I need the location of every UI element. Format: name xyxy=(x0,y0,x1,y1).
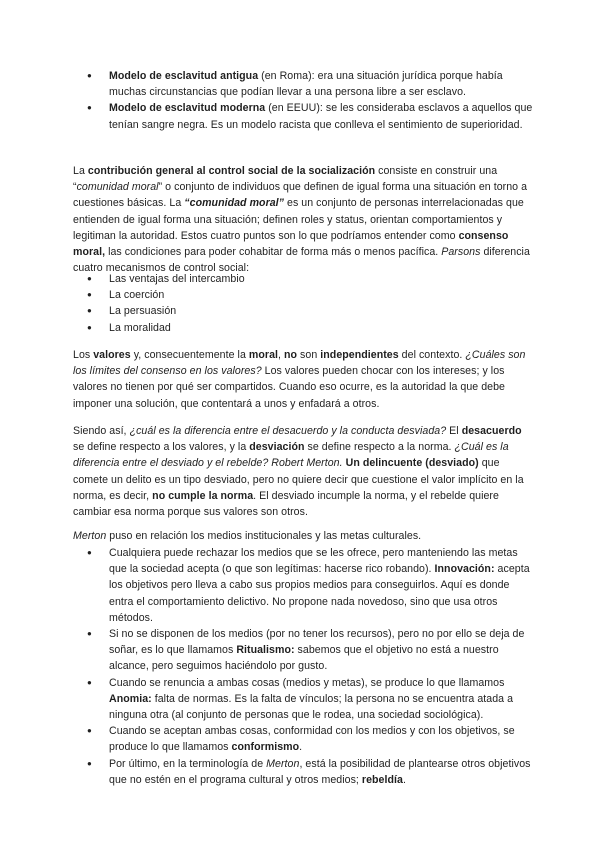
text: diferencia cuatro mecanismos de control social: xyxy=(73,246,530,275)
text: (en Roma): era una situación jurídica porque había muchas circunstancias que podían llevar a una persona libre a ser esclavo. xyxy=(109,70,503,99)
text: Si no se disponen de los medios (por no tener los recursos), pero no por ello se deja de soñar, es lo que llamamos xyxy=(109,628,525,657)
text: son xyxy=(297,349,321,361)
bold-term: rebeldía xyxy=(361,773,403,786)
list-item-innovation xyxy=(73,545,533,626)
italic-term: Parsons xyxy=(441,246,481,259)
text: , está la posibilidad de plantearse otros objetivos que no estén en el programa cultural y otros medios; xyxy=(109,757,531,786)
bold-term: moral xyxy=(248,349,279,361)
text: es un conjunto de personas interrelacionadas que entienden de igual forma una situación; definen roles y status, orientan comportamientos y legitiman la autoridad. Estos cuatro puntos son lo que podríamos entender como xyxy=(73,197,524,242)
bold-term: desacuerdo xyxy=(461,425,522,437)
text: Los valores pueden chocar con los intereses; y los valores no tienen por qué ser compartidos. Cuando eso ocurre, es la autoridad la que debe imponer una solución, que contentará a unos y enfadará a otros. xyxy=(73,365,506,410)
slavery-models-list xyxy=(73,68,533,133)
list-item-conformism xyxy=(73,723,533,755)
text: . xyxy=(299,741,303,754)
text: del contexto. xyxy=(398,349,466,361)
text: Los xyxy=(73,349,94,361)
bold-term: Un delincuente (desviado) xyxy=(345,457,479,470)
text: falta de normas. Es la falta de vínculos; la persona no se encuentra atada a ninguna otra (al conjunto de personas que le rodea, una sociedad sociológica). xyxy=(109,692,514,722)
text: puso en relación los medios institucionales y las metas culturales. xyxy=(106,530,422,542)
text: Por último, en la terminología de xyxy=(109,757,267,770)
text: que comete un delito es un tipo desviado, pero no quiere decir que cuestione el valor implícito en la norma, es decir, xyxy=(73,457,524,502)
italic-term: Merton xyxy=(73,530,107,542)
bold-term xyxy=(184,197,284,209)
text: . El desviado incumple la norma, y el rebelde quiere cambiar esa norma porque sus valores son otros. xyxy=(73,489,499,519)
bold-term: valores xyxy=(93,349,131,361)
bold-term: no cumple la norma xyxy=(152,489,254,502)
bold-term: Modelo de esclavitud antigua xyxy=(109,70,259,82)
italic-term: Merton xyxy=(266,757,300,770)
bold-term: contribución general al control social de la socialización xyxy=(87,165,376,177)
control-mechanisms-list xyxy=(73,271,533,336)
italic-term: comunidad moral xyxy=(76,181,159,194)
paragraph-merton-intro xyxy=(73,528,533,544)
text: se define respecto a la norma. xyxy=(304,441,455,454)
bold-term: desviación xyxy=(249,441,305,454)
bold-term: Modelo de esclavitud moderna xyxy=(109,102,266,115)
list-item: ● La moralidad xyxy=(73,320,533,336)
text: El xyxy=(446,425,462,437)
text: consiste en construir una “ xyxy=(73,165,498,194)
bold-italic-term: “comunidad moral” xyxy=(184,197,285,210)
list-item: ● La persuasión xyxy=(73,303,533,319)
text: . xyxy=(402,773,406,786)
italic-term: ¿Cuál es la diferencia entre el desviado y el rebelde? Robert Merton. xyxy=(73,441,509,470)
text: sabemos que el objetivo no está a nuestro alcance, pero seguimos haciéndolo por gusto. xyxy=(109,644,499,673)
italic-term: ¿Cuáles son los límites del consenso en los valores? xyxy=(73,349,526,378)
text: (en EEUU): se les consideraba esclavos a aquellos que tenían sangre negra. Es un modelo racista que conlleva el sentimiento de superioridad. xyxy=(109,102,533,131)
paragraph-values xyxy=(73,347,533,412)
text: se define respecto a los valores, y la xyxy=(73,441,250,454)
bold-term: conformismo xyxy=(231,741,300,754)
bold-term: consenso moral, xyxy=(73,229,509,259)
text: ” o conjunto de individuos que definen de igual forma una situación en torno a cuestiones básicas. La xyxy=(73,181,528,210)
merton-typology-list xyxy=(73,545,533,788)
text: Cualquiera puede rechazar los medios que se les ofrece, pero manteniendo las metas que la sociedad acepta (o que son legítimas: hacerse rico robando). xyxy=(109,547,518,576)
bold-term: independientes xyxy=(320,349,399,361)
paragraph-social-control xyxy=(73,163,533,276)
bold-term: Innovación: xyxy=(434,563,495,576)
text: las condiciones para poder cohabitar de forma más o menos pacífica. xyxy=(105,246,442,259)
text: y, consecuentemente la xyxy=(130,349,249,361)
list-item: ● La coerción xyxy=(73,287,533,303)
list-item: ● Las ventajas del intercambio xyxy=(73,271,533,287)
text: Siendo así, xyxy=(73,425,130,437)
list-item-rebellion xyxy=(73,756,533,788)
italic-term: ¿cuál es la diferencia entre el desacuerdo y la conducta desviada? xyxy=(129,425,447,437)
paragraph-deviance xyxy=(73,423,533,520)
bold-term: no xyxy=(284,349,298,361)
text: La xyxy=(73,165,88,177)
list-item-ritualism xyxy=(73,626,533,675)
list-item xyxy=(73,100,533,132)
text: Cuando se aceptan ambas cosas, conformidad con los medios y con los objetivos, se produce lo que llamamos xyxy=(109,725,515,754)
text: acepta los objetivos pero lleva a cabo sus propios medios para conseguirlos. Aquí es donde entra el comportamiento delictivo. No propone nada novedoso, sino que usa otros métodos. xyxy=(109,563,530,624)
list-item-anomia xyxy=(73,675,533,724)
text: , xyxy=(278,349,285,361)
bold-term: Ritualismo: xyxy=(236,644,295,657)
bold-term: Anomia: xyxy=(109,692,152,705)
text: Cuando se renuncia a ambas cosas (medios y metas), se produce lo que llamamos xyxy=(109,676,505,689)
list-item xyxy=(73,68,533,100)
